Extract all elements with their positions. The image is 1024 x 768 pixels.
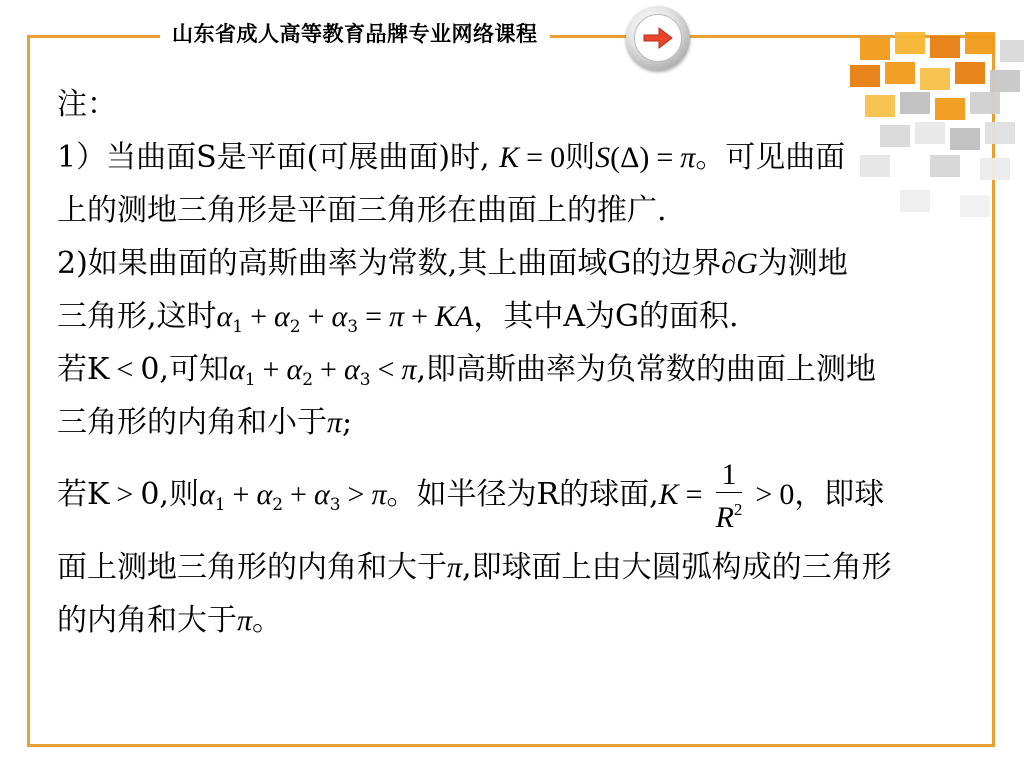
text-line-4: 三角形,这时$\alpha_1 + \alpha_2 + \alpha_3 = \pi$ + KA，其中A为G的面积. xyxy=(57,299,739,337)
note-heading: 注： xyxy=(57,87,117,122)
slide-body xyxy=(57,78,987,647)
text-line-7: 若K > 0,则$\alpha_1 + \alpha_2 + \alpha_3 > \pi$。如半径为R的球面,K = $\frac{1}{R^2}$ > 0，即球 xyxy=(57,457,885,534)
text-line-1: 1）当曲面S是平面(可展曲面)时, K = 0则S(Δ) = π。可见曲面 xyxy=(57,140,846,175)
text-line-6: 三角形的内角和小于π; xyxy=(57,405,353,440)
text-line-2: 上的测地三角形是平面三角形在曲面上的推广. xyxy=(57,193,667,228)
text-line-3: 2)如果曲面的高斯曲率为常数,其上曲面域G的边界∂G为测地 xyxy=(57,246,848,281)
arrow-right-icon xyxy=(634,14,682,62)
fraction-one-over-r-squared: $\frac{1}{R^2}$ xyxy=(715,457,743,534)
course-title: 山东省成人高等教育品牌专业网络课程 xyxy=(160,18,550,50)
nav-arrow-button[interactable] xyxy=(626,6,690,70)
text-line-8: 面上测地三角形的内角和大于π,即球面上由大圆弧构成的三角形 xyxy=(57,550,892,585)
text-line-5: 若K < 0,可知$\alpha_1 + \alpha_2 + \alpha_3 < \pi$,即高斯曲率为负常数的曲面上测地 xyxy=(57,352,877,390)
text-line-9: 的内角和大于π。 xyxy=(57,603,283,638)
